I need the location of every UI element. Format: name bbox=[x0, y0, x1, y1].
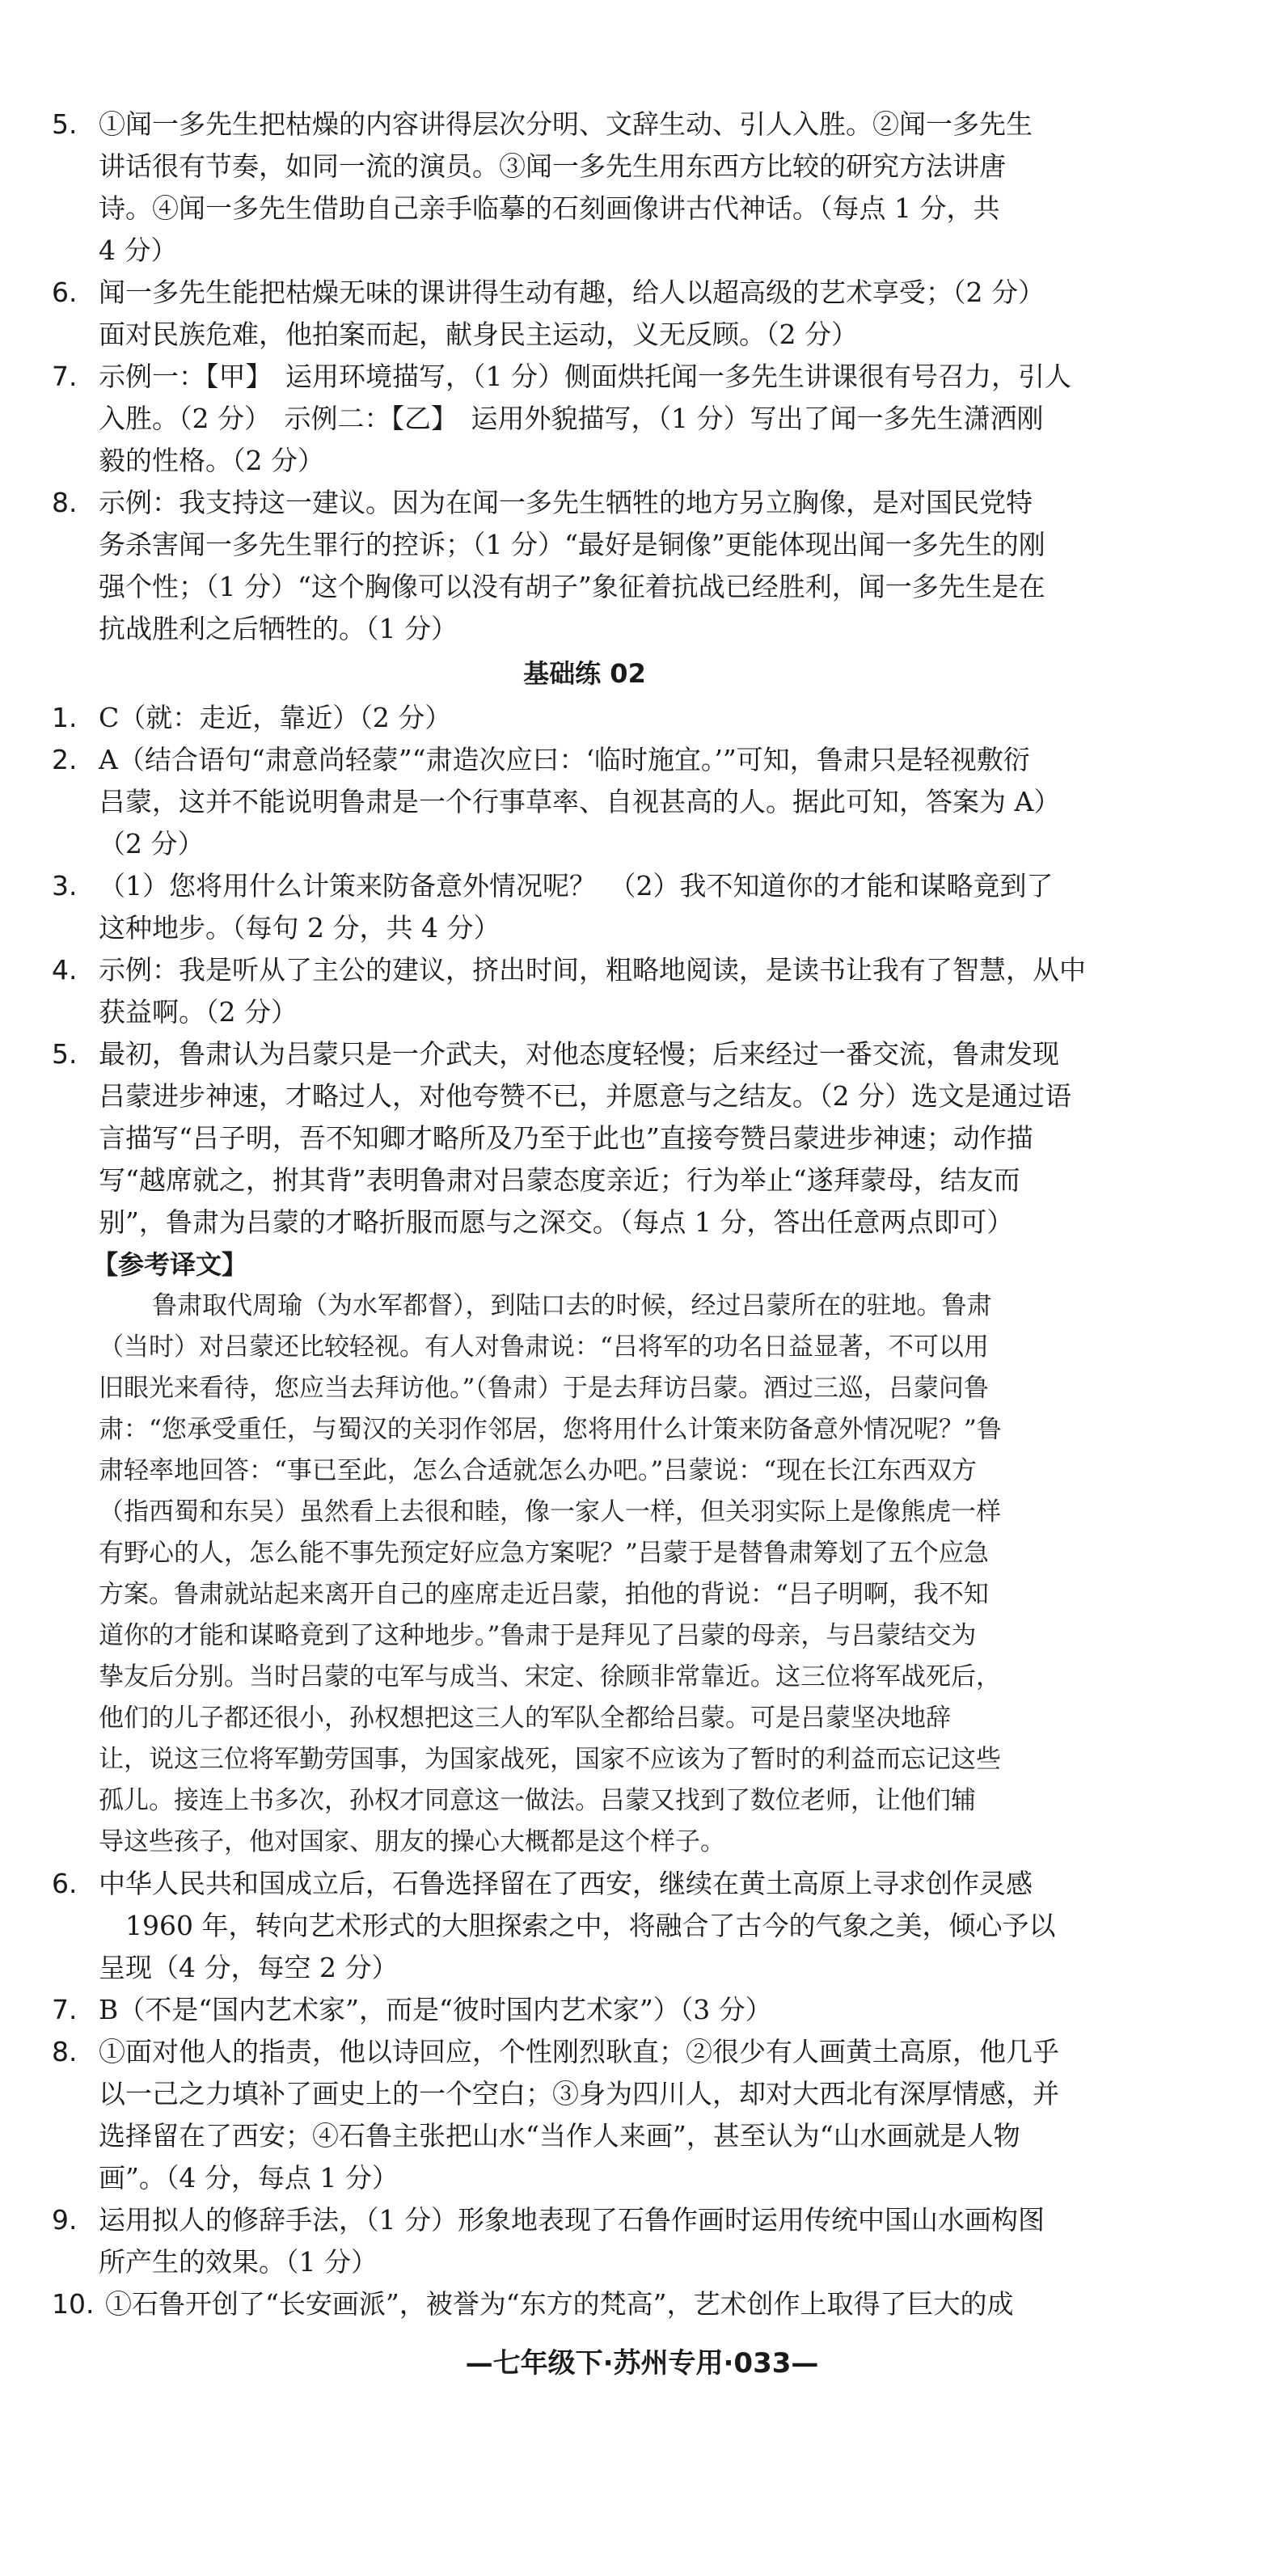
answer-text-line: （2 分） bbox=[99, 828, 205, 859]
answer-text-line: 闻一多先生能把枯燥无味的课讲得生动有趣，给人以超高级的艺术享受；（2 分） bbox=[99, 277, 1045, 308]
translation-line: 有野心的人，怎么能不事先预定好应急方案呢？”吕蒙于是替鲁肃筹划了五个应急 bbox=[99, 1539, 989, 1568]
answer-item bbox=[52, 697, 1117, 739]
answer-number: 3. bbox=[52, 870, 78, 902]
answer-number: 5. bbox=[52, 1038, 78, 1070]
answer-item bbox=[52, 2283, 1117, 2325]
translation-line: 孤儿。接连上书多次，孙权才同意这一做法。吕蒙又找到了数位老师，让他们辅 bbox=[99, 1786, 976, 1815]
answer-text-line: 示例：我支持这一建议。因为在闻一多先生牺牲的地方另立胸像，是对国民党特 bbox=[99, 487, 1033, 518]
answer-text-line: 1960 年，转向艺术形式的大胆探索之中，将融合了古今的气象之美，倾心予以 bbox=[99, 1910, 1056, 1941]
answer-text-line: 言描写“吕子明，吾不知卿才略所及乃至于此也”直接夸赞吕蒙进步神速；动作描 bbox=[99, 1122, 1033, 1154]
answer-item bbox=[52, 2199, 1117, 2283]
section-answers-part3 bbox=[52, 1863, 1117, 2325]
answer-text-line: 讲话很有节奏，如同一流的演员。③闻一多先生用东西方比较的研究方法讲唐 bbox=[99, 150, 1006, 182]
answer-text-line: 诗。④闻一多先生借助自己亲手临摹的石刻画像讲古代神话。（每点 1 分，共 bbox=[99, 192, 1000, 224]
answer-item bbox=[52, 1989, 1117, 2031]
answer-text-line: 中华人民共和国成立后，石鲁选择留在了西安，继续在黄土高原上寻求创作灵感 bbox=[99, 1868, 1033, 1899]
translation-line: 旧眼光来看待，您应当去拜访他。”（鲁肃）于是去拜访吕蒙。酒过三巡，吕蒙问鲁 bbox=[99, 1374, 989, 1403]
answer-content bbox=[52, 103, 1117, 2325]
translation-line: 肃轻率地回答：“事已至此，怎么合适就怎么办吧。”吕蒙说：“现在长江东西双方 bbox=[99, 1456, 978, 1485]
answer-text-line: （1）您将用什么计策来防备意外情况呢？ （2）我不知道你的才能和谋略竟到了 bbox=[99, 870, 1054, 902]
answer-text-line: 呈现（4 分，每空 2 分） bbox=[99, 1952, 399, 1983]
answer-item bbox=[52, 482, 1117, 650]
answer-text-line: 务杀害闻一多先生罪行的控诉；（1 分）“最好是铜像”更能体现出闻一多先生的刚 bbox=[99, 529, 1045, 560]
translation-line: 肃：“您承受重任，与蜀汉的关羽作邻居，您将用什么计策来防备意外情况呢？”鲁 bbox=[99, 1415, 1002, 1444]
translation-line: 让，说这三位将军勤劳国事，为国家战死，国家不应该为了暂时的利益而忘记这些 bbox=[99, 1745, 1001, 1774]
translation-line: 挚友后分别。当时吕蒙的屯军与成当、宋定、徐顾非常靠近。这三位将军战死后， bbox=[99, 1662, 1001, 1691]
answer-text-line: 示例：我是听从了主公的建议，挤出时间，粗略地阅读，是读书让我有了智慧，从中 bbox=[99, 954, 1086, 986]
answer-number: 2. bbox=[52, 744, 78, 775]
answer-text-line: ①面对他人的指责，他以诗回应，个性刚烈耿直；②很少有人画黄土高原，他几乎 bbox=[99, 2036, 1059, 2067]
translation-line: 导这些孩子，他对国家、朋友的操心大概都是这个样子。 bbox=[99, 1827, 725, 1856]
translation-line: 鲁肃取代周瑜（为水军都督），到陆口去的时候，经过吕蒙所在的驻地。鲁肃 bbox=[152, 1291, 992, 1320]
reference-translation bbox=[52, 1286, 1117, 1863]
section-answers-part2 bbox=[52, 697, 1117, 1244]
answer-text-line: 写“越席就之，拊其背”表明鲁肃对吕蒙态度亲近；行为举止“遂拜蒙母，结友而 bbox=[99, 1164, 1020, 1196]
answer-item bbox=[52, 103, 1117, 272]
answer-text-line: 面对民族危难，他拍案而起，献身民主运动，义无反顾。（2 分） bbox=[99, 319, 858, 350]
translation-line: （指西蜀和东吴）虽然看上去很和睦，像一家人一样，但关羽实际上是像熊虎一样 bbox=[99, 1497, 1001, 1527]
answer-text-line: 别”，鲁肃为吕蒙的才略折服而愿与之深交。（每点 1 分，答出任意两点即可） bbox=[99, 1206, 1014, 1238]
reference-translation-title: 【参考译文】 bbox=[92, 1249, 248, 1280]
translation-line: 他们的儿子都还很小，孙权想把这三人的军队全都给吕蒙。可是吕蒙坚决地辞 bbox=[99, 1704, 951, 1733]
answer-item bbox=[52, 865, 1117, 949]
answer-text-line: 画”。（4 分，每点 1 分） bbox=[99, 2162, 399, 2194]
answer-text-line: 这种地步。（每句 2 分，共 4 分） bbox=[99, 912, 501, 944]
answer-text-line: 4 分） bbox=[99, 234, 178, 266]
answer-number: 9. bbox=[52, 2204, 78, 2236]
answer-text-line: 入胜。（2 分） 示例二：【乙】 运用外貌描写，（1 分）写出了闻一多先生潇洒刚 bbox=[99, 403, 1044, 434]
answer-text-line: A（结合语句“肃意尚轻蒙”“肃造次应曰：‘临时施宜。’”可知，鲁肃只是轻视敷衍 bbox=[99, 744, 1030, 775]
answer-text-line: 选择留在了西安；④石鲁主张把山水“当作人来画”，甚至认为“山水画就是人物 bbox=[99, 2120, 1020, 2152]
answer-text-line: 吕蒙进步神速，才略过人，对他夸赞不已，并愿意与之结友。（2 分）选文是通过语 bbox=[99, 1080, 1071, 1112]
answer-text-line: 抗战胜利之后牺牲的。（1 分） bbox=[99, 613, 458, 644]
answer-text-line: 获益啊。（2 分） bbox=[99, 996, 298, 1028]
answer-text-line: 示例一：【甲】 运用环境描写，（1 分）侧面烘托闻一多先生讲课很有号召力，引人 bbox=[99, 361, 1071, 392]
answer-number: 4. bbox=[52, 954, 78, 986]
translation-line: 道你的才能和谋略竟到了这种地步。”鲁肃于是拜见了吕蒙的母亲，与吕蒙结交为 bbox=[99, 1621, 977, 1650]
translation-line: 方案。鲁肃就站起来离开自己的座席走近吕蒙，拍他的背说：“吕子明啊，我不知 bbox=[99, 1580, 989, 1609]
answer-number: 5. bbox=[52, 108, 78, 140]
answer-number: 1. bbox=[52, 702, 78, 733]
answer-text-line: 毅的性格。（2 分） bbox=[99, 445, 324, 476]
answer-text-line: 最初，鲁肃认为吕蒙只是一介武夫，对他态度轻慢；后来经过一番交流，鲁肃发现 bbox=[99, 1038, 1059, 1070]
answer-number: 6. bbox=[52, 1868, 78, 1899]
answer-item bbox=[52, 739, 1117, 865]
answer-text-line: 强个性；（1 分）“这个胸像可以没有胡子”象征着抗战已经胜利，闻一多先生是在 bbox=[99, 571, 1045, 602]
answer-number: 7. bbox=[52, 1994, 78, 2025]
section-answers-part1 bbox=[52, 103, 1117, 650]
answer-item bbox=[52, 1033, 1117, 1244]
translation-line: （当时）对吕蒙还比较轻视。有人对鲁肃说：“吕将军的功名日益显著，不可以用 bbox=[99, 1332, 989, 1362]
page-footer: —七年级下·苏州专用·033— bbox=[465, 2347, 819, 2380]
answer-number: 10. bbox=[52, 2288, 95, 2320]
answer-text-line: ①石鲁开创了“长安画派”，被誉为“东方的梵高”，艺术创作上取得了巨大的成 bbox=[105, 2288, 1014, 2320]
answer-item bbox=[52, 1863, 1117, 1989]
answer-text-line: 运用拟人的修辞手法，（1 分）形象地表现了石鲁作画时运用传统中国山水画构图 bbox=[99, 2204, 1045, 2236]
answer-text-line: ①闻一多先生把枯燥的内容讲得层次分明、文辞生动、引人入胜。②闻一多先生 bbox=[99, 108, 1033, 140]
answer-text-line: 所产生的效果。（1 分） bbox=[99, 2246, 378, 2278]
answer-number: 8. bbox=[52, 2036, 78, 2067]
answer-item bbox=[52, 356, 1117, 482]
answer-item bbox=[52, 949, 1117, 1033]
section-title: 基础练 02 bbox=[523, 658, 646, 689]
answer-item bbox=[52, 272, 1117, 356]
answer-number: 6. bbox=[52, 277, 78, 308]
answer-text-line: 吕蒙，这并不能说明鲁肃是一个行事草率、自视甚高的人。据此可知，答案为 A） bbox=[99, 786, 1061, 817]
answer-number: 7. bbox=[52, 361, 78, 392]
answer-text-line: B（不是“国内艺术家”，而是“彼时国内艺术家”）（3 分） bbox=[99, 1994, 772, 2025]
answer-item bbox=[52, 2031, 1117, 2199]
answer-number: 8. bbox=[52, 487, 78, 518]
answer-text-line: 以一己之力填补了画史上的一个空白；③身为四川人，却对大西北有深厚情感，并 bbox=[99, 2078, 1059, 2109]
answer-text-line: C（就：走近，靠近）（2 分） bbox=[99, 702, 452, 733]
